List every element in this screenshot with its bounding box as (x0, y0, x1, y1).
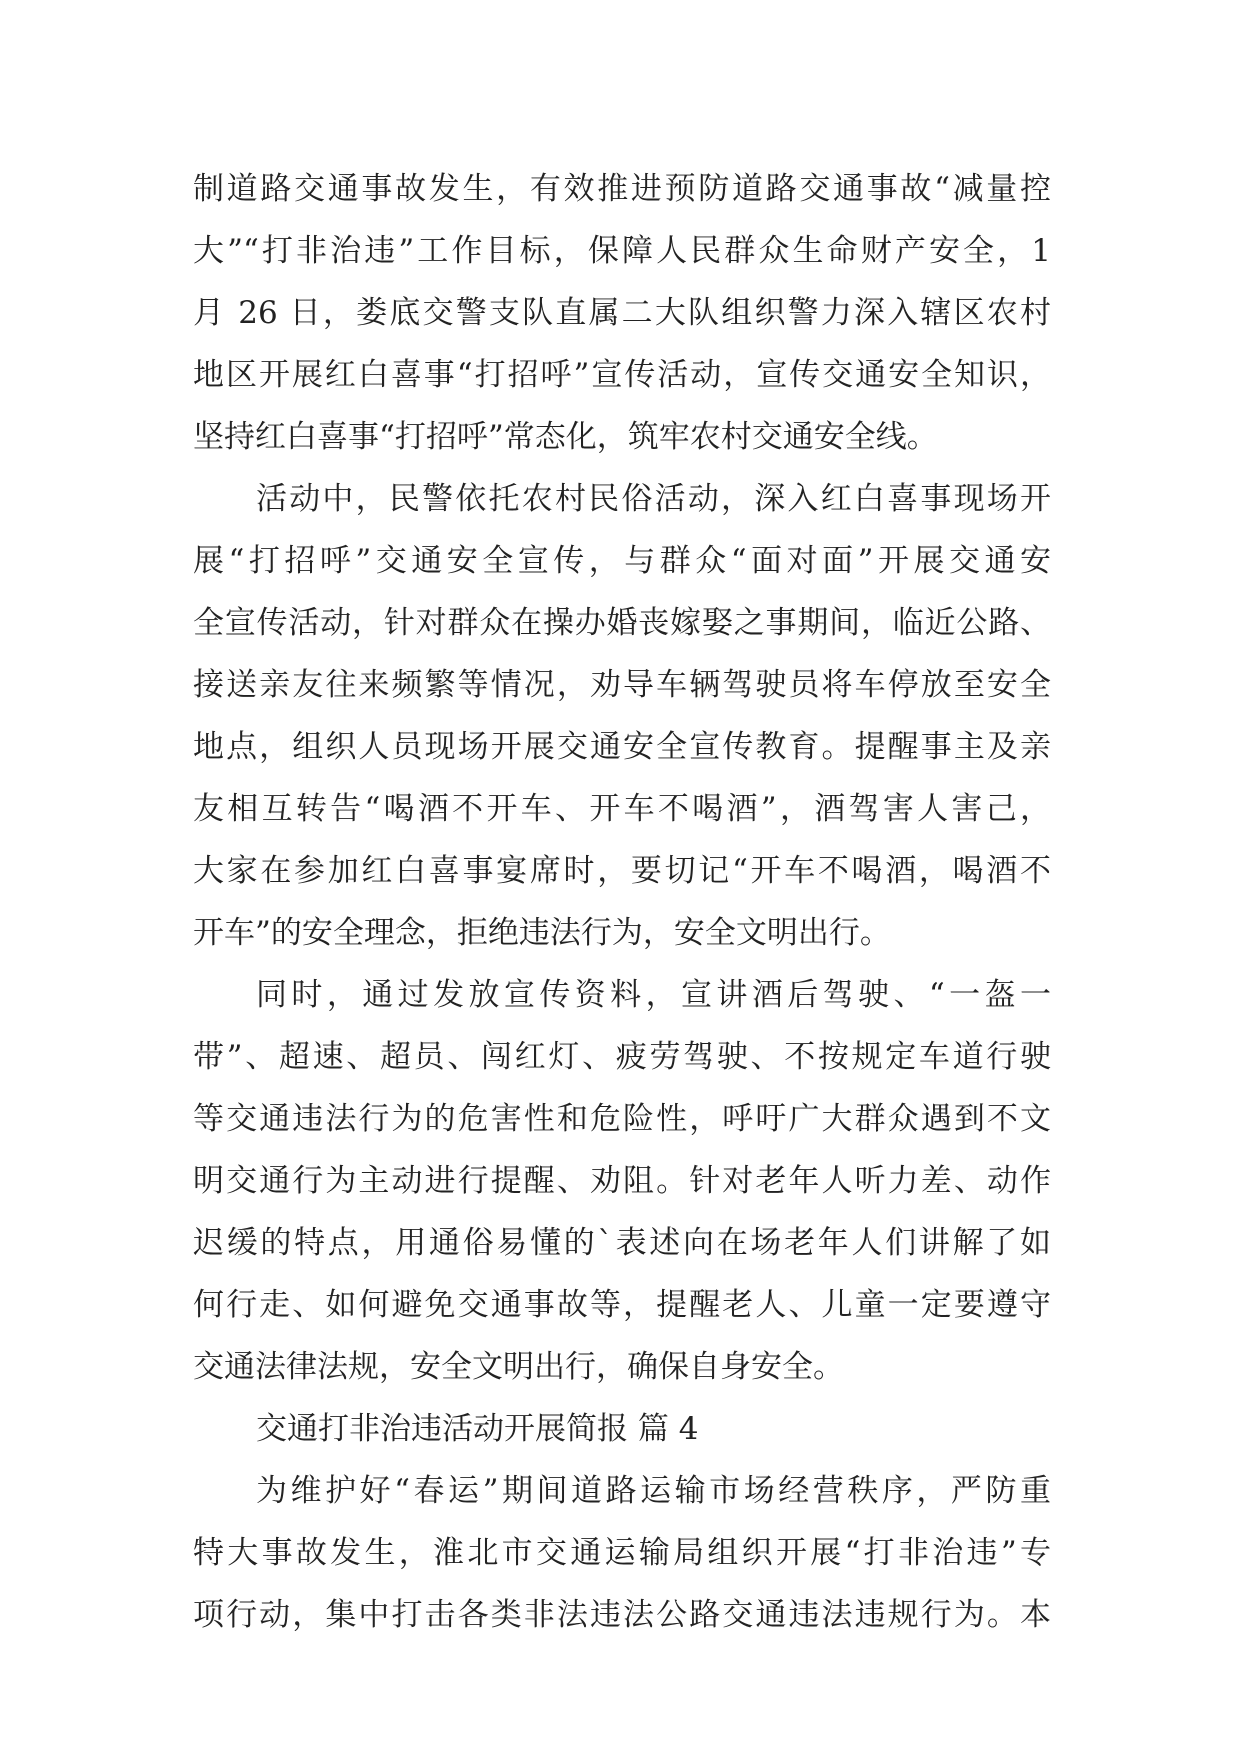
text-line: 活动中，民警依托农村民俗活动，深入红白喜事现场开 (256, 481, 1051, 517)
text-line: 地点，组织人员现场开展交通安全宣传教育。提醒事主及亲 (193, 729, 1051, 765)
text-line: 坚持红白喜事“打招呼”常态化，筑牢农村交通安全线。 (193, 419, 938, 455)
text-line: 项行动，集中打击各类非法违法公路交通违法违规行为。本 (193, 1597, 1051, 1633)
text-line: 等交通违法行为的危害性和危险性，呼吁广大群众遇到不文 (193, 1101, 1051, 1137)
text-line: 制道路交通事故发生，有效推进预防道路交通事故“减量控 (193, 171, 1051, 207)
text-line: 展“打招呼”交通安全宣传，与群众“面对面”开展交通安 (193, 543, 1051, 579)
text-line: 大”“打非治违”工作目标，保障人民群众生命财产安全，1 (193, 233, 1051, 269)
text-line: 带”、超速、超员、闯红灯、疲劳驾驶、不按规定车道行驶 (193, 1039, 1051, 1075)
paragraph (193, 158, 1051, 468)
text-line: 为维护好“春运”期间道路运输市场经营秩序，严防重 (256, 1473, 1051, 1509)
text-line: 明交通行为主动进行提醒、劝阻。针对老年人听力差、动作 (193, 1163, 1051, 1199)
text-line: 开车”的安全理念，拒绝违法行为，安全文明出行。 (193, 915, 891, 951)
text-line: 交通法律法规，安全文明出行，确保自身安全。 (193, 1349, 844, 1385)
text-line: 大家在参加红白喜事宴席时，要切记“开车不喝酒，喝酒不 (193, 853, 1051, 889)
text-line: 交通打非治违活动开展简报 篇 4 (256, 1411, 699, 1447)
document-body (193, 158, 1051, 1646)
text-line: 月 26 日，娄底交警支队直属二大队组织警力深入辖区农村 (193, 295, 1051, 331)
paragraph (193, 1460, 1051, 1646)
text-line: 接送亲友往来频繁等情况，劝导车辆驾驶员将车停放至安全 (193, 667, 1051, 703)
text-line: 全宣传活动，针对群众在操办婚丧嫁娶之事期间，临近公路、 (193, 605, 1051, 641)
text-line: 同时，通过发放宣传资料，宣讲酒后驾驶、“一盔一 (256, 977, 1051, 1013)
text-line: 何行走、如何避免交通事故等，提醒老人、儿童一定要遵守 (193, 1287, 1051, 1323)
paragraph (193, 964, 1051, 1398)
text-line: 地区开展红白喜事“打招呼”宣传活动，宣传交通安全知识， (193, 357, 1051, 393)
text-line: 友相互转告“喝酒不开车、开车不喝酒”，酒驾害人害己， (193, 791, 1051, 827)
paragraph (193, 468, 1051, 964)
paragraph (193, 1398, 1051, 1460)
text-line: 特大事故发生，淮北市交通运输局组织开展“打非治违”专 (193, 1535, 1051, 1571)
text-line: 迟缓的特点，用通俗易懂的`表述向在场老年人们讲解了如 (193, 1225, 1051, 1261)
